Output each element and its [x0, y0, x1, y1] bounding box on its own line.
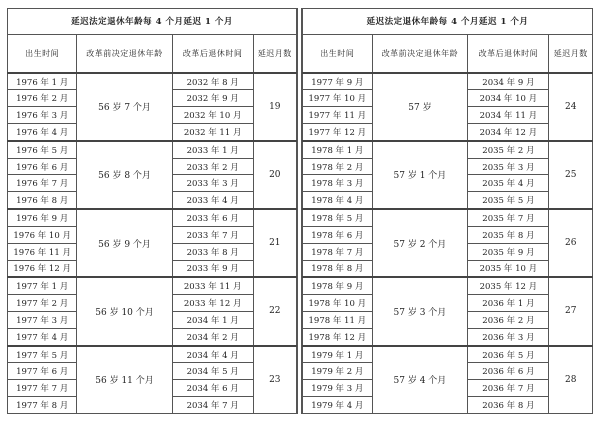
birth-month-cell: 1979 年 2 月 [303, 363, 373, 380]
post-reform-retire-cell: 2032 年 10 月 [172, 107, 253, 124]
birth-month-cell: 1977 年 1 月 [8, 277, 77, 294]
pre-reform-age-cell: 57 岁 3 个月 [372, 277, 468, 345]
post-reform-retire-cell: 2034 年 12 月 [468, 124, 549, 141]
table-row [303, 209, 593, 226]
birth-month-cell: 1976 年 6 月 [8, 158, 77, 175]
post-reform-retire-cell: 2036 年 2 月 [468, 311, 549, 328]
pre-reform-age-cell: 56 岁 11 个月 [77, 346, 172, 414]
delay-months-cell: 22 [253, 277, 296, 345]
post-reform-retire-cell: 2036 年 1 月 [468, 295, 549, 312]
post-reform-retire-cell: 2034 年 7 月 [172, 397, 253, 414]
birth-month-cell: 1976 年 1 月 [8, 73, 77, 90]
table-row [303, 141, 593, 158]
pre-reform-age-cell: 56 岁 8 个月 [77, 141, 172, 209]
table-title: 延迟法定退休年龄每 4 个月延迟 1 个月 [8, 9, 297, 35]
header-delay-months: 延迟月数 [253, 34, 296, 72]
table-row [303, 346, 593, 363]
delay-months-cell: 28 [549, 346, 593, 414]
post-reform-retire-cell: 2033 年 6 月 [172, 209, 253, 226]
post-reform-retire-cell: 2034 年 10 月 [468, 90, 549, 107]
delay-months-cell: 27 [549, 277, 593, 345]
post-reform-retire-cell: 2033 年 4 月 [172, 192, 253, 209]
pre-reform-age-cell: 56 岁 10 个月 [77, 277, 172, 345]
pre-reform-age-cell: 57 岁 1 个月 [372, 141, 468, 209]
birth-month-cell: 1976 年 9 月 [8, 209, 77, 226]
right-retirement-table [302, 8, 593, 414]
post-reform-retire-cell: 2035 年 12 月 [468, 277, 549, 294]
post-reform-retire-cell: 2035 年 10 月 [468, 260, 549, 277]
pre-reform-age-cell: 57 岁 [372, 73, 468, 141]
post-reform-retire-cell: 2033 年 2 月 [172, 158, 253, 175]
left-panel [7, 8, 297, 414]
post-reform-retire-cell: 2033 年 1 月 [172, 141, 253, 158]
birth-month-cell: 1977 年 4 月 [8, 328, 77, 345]
post-reform-retire-cell: 2034 年 1 月 [172, 311, 253, 328]
post-reform-retire-cell: 2034 年 5 月 [172, 363, 253, 380]
right-panel [302, 8, 593, 414]
post-reform-retire-cell: 2035 年 2 月 [468, 141, 549, 158]
header-birth-time: 出生时间 [303, 34, 373, 72]
table-row [8, 141, 297, 158]
table-row [8, 277, 297, 294]
post-reform-retire-cell: 2032 年 8 月 [172, 73, 253, 90]
post-reform-retire-cell: 2034 年 4 月 [172, 346, 253, 363]
birth-month-cell: 1977 年 8 月 [8, 397, 77, 414]
post-reform-retire-cell: 2034 年 11 月 [468, 107, 549, 124]
birth-month-cell: 1978 年 3 月 [303, 175, 373, 192]
birth-month-cell: 1976 年 8 月 [8, 192, 77, 209]
birth-month-cell: 1976 年 5 月 [8, 141, 77, 158]
post-reform-retire-cell: 2036 年 3 月 [468, 328, 549, 345]
header-delay-months: 延迟月数 [549, 34, 593, 72]
birth-month-cell: 1976 年 10 月 [8, 226, 77, 243]
birth-month-cell: 1977 年 9 月 [303, 73, 373, 90]
header-pre-reform-age: 改革前决定退休年龄 [372, 34, 468, 72]
post-reform-retire-cell: 2036 年 7 月 [468, 380, 549, 397]
delay-months-cell: 26 [549, 209, 593, 277]
pre-reform-age-cell: 56 岁 9 个月 [77, 209, 172, 277]
post-reform-retire-cell: 2034 年 6 月 [172, 380, 253, 397]
birth-month-cell: 1977 年 10 月 [303, 90, 373, 107]
post-reform-retire-cell: 2036 年 5 月 [468, 346, 549, 363]
birth-month-cell: 1978 年 7 月 [303, 243, 373, 260]
post-reform-retire-cell: 2035 年 7 月 [468, 209, 549, 226]
post-reform-retire-cell: 2035 年 4 月 [468, 175, 549, 192]
delay-months-cell: 21 [253, 209, 296, 277]
pre-reform-age-cell: 57 岁 4 个月 [372, 346, 468, 414]
header-post-reform-time: 改革后退休时间 [468, 34, 549, 72]
post-reform-retire-cell: 2032 年 11 月 [172, 124, 253, 141]
post-reform-retire-cell: 2033 年 7 月 [172, 226, 253, 243]
birth-month-cell: 1979 年 4 月 [303, 397, 373, 414]
post-reform-retire-cell: 2033 年 3 月 [172, 175, 253, 192]
delay-months-cell: 24 [549, 73, 593, 141]
pre-reform-age-cell: 57 岁 2 个月 [372, 209, 468, 277]
pre-reform-age-cell: 56 岁 7 个月 [77, 73, 172, 141]
post-reform-retire-cell: 2035 年 9 月 [468, 243, 549, 260]
header-pre-reform-age: 改革前决定退休年龄 [77, 34, 172, 72]
post-reform-retire-cell: 2036 年 6 月 [468, 363, 549, 380]
birth-month-cell: 1976 年 11 月 [8, 243, 77, 260]
table-row [8, 209, 297, 226]
birth-month-cell: 1978 年 2 月 [303, 158, 373, 175]
post-reform-retire-cell: 2035 年 8 月 [468, 226, 549, 243]
post-reform-retire-cell: 2035 年 5 月 [468, 192, 549, 209]
table-title: 延迟法定退休年龄每 4 个月延迟 1 个月 [303, 9, 593, 35]
delay-months-cell: 19 [253, 73, 296, 141]
post-reform-retire-cell: 2035 年 3 月 [468, 158, 549, 175]
birth-month-cell: 1978 年 11 月 [303, 311, 373, 328]
birth-month-cell: 1977 年 2 月 [8, 295, 77, 312]
birth-month-cell: 1976 年 12 月 [8, 260, 77, 277]
delay-months-cell: 20 [253, 141, 296, 209]
table-row [8, 73, 297, 90]
header-birth-time: 出生时间 [8, 34, 77, 72]
birth-month-cell: 1977 年 6 月 [8, 363, 77, 380]
delay-months-cell: 23 [253, 346, 296, 414]
birth-month-cell: 1978 年 8 月 [303, 260, 373, 277]
birth-month-cell: 1978 年 10 月 [303, 295, 373, 312]
birth-month-cell: 1976 年 2 月 [8, 90, 77, 107]
post-reform-retire-cell: 2033 年 8 月 [172, 243, 253, 260]
post-reform-retire-cell: 2036 年 8 月 [468, 397, 549, 414]
birth-month-cell: 1976 年 7 月 [8, 175, 77, 192]
birth-month-cell: 1978 年 9 月 [303, 277, 373, 294]
birth-month-cell: 1979 年 3 月 [303, 380, 373, 397]
birth-month-cell: 1976 年 4 月 [8, 124, 77, 141]
header-post-reform-time: 改革后退休时间 [172, 34, 253, 72]
post-reform-retire-cell: 2034 年 9 月 [468, 73, 549, 90]
delay-months-cell: 25 [549, 141, 593, 209]
birth-month-cell: 1978 年 12 月 [303, 328, 373, 345]
birth-month-cell: 1978 年 6 月 [303, 226, 373, 243]
post-reform-retire-cell: 2033 年 9 月 [172, 260, 253, 277]
birth-month-cell: 1978 年 4 月 [303, 192, 373, 209]
table-row [8, 346, 297, 363]
left-retirement-table [7, 8, 297, 414]
table-row [303, 73, 593, 90]
birth-month-cell: 1977 年 11 月 [303, 107, 373, 124]
table-row [303, 277, 593, 294]
birth-month-cell: 1976 年 3 月 [8, 107, 77, 124]
birth-month-cell: 1977 年 3 月 [8, 311, 77, 328]
birth-month-cell: 1977 年 5 月 [8, 346, 77, 363]
birth-month-cell: 1979 年 1 月 [303, 346, 373, 363]
birth-month-cell: 1977 年 12 月 [303, 124, 373, 141]
birth-month-cell: 1977 年 7 月 [8, 380, 77, 397]
birth-month-cell: 1978 年 1 月 [303, 141, 373, 158]
post-reform-retire-cell: 2034 年 2 月 [172, 328, 253, 345]
post-reform-retire-cell: 2033 年 11 月 [172, 277, 253, 294]
post-reform-retire-cell: 2032 年 9 月 [172, 90, 253, 107]
birth-month-cell: 1978 年 5 月 [303, 209, 373, 226]
post-reform-retire-cell: 2033 年 12 月 [172, 295, 253, 312]
